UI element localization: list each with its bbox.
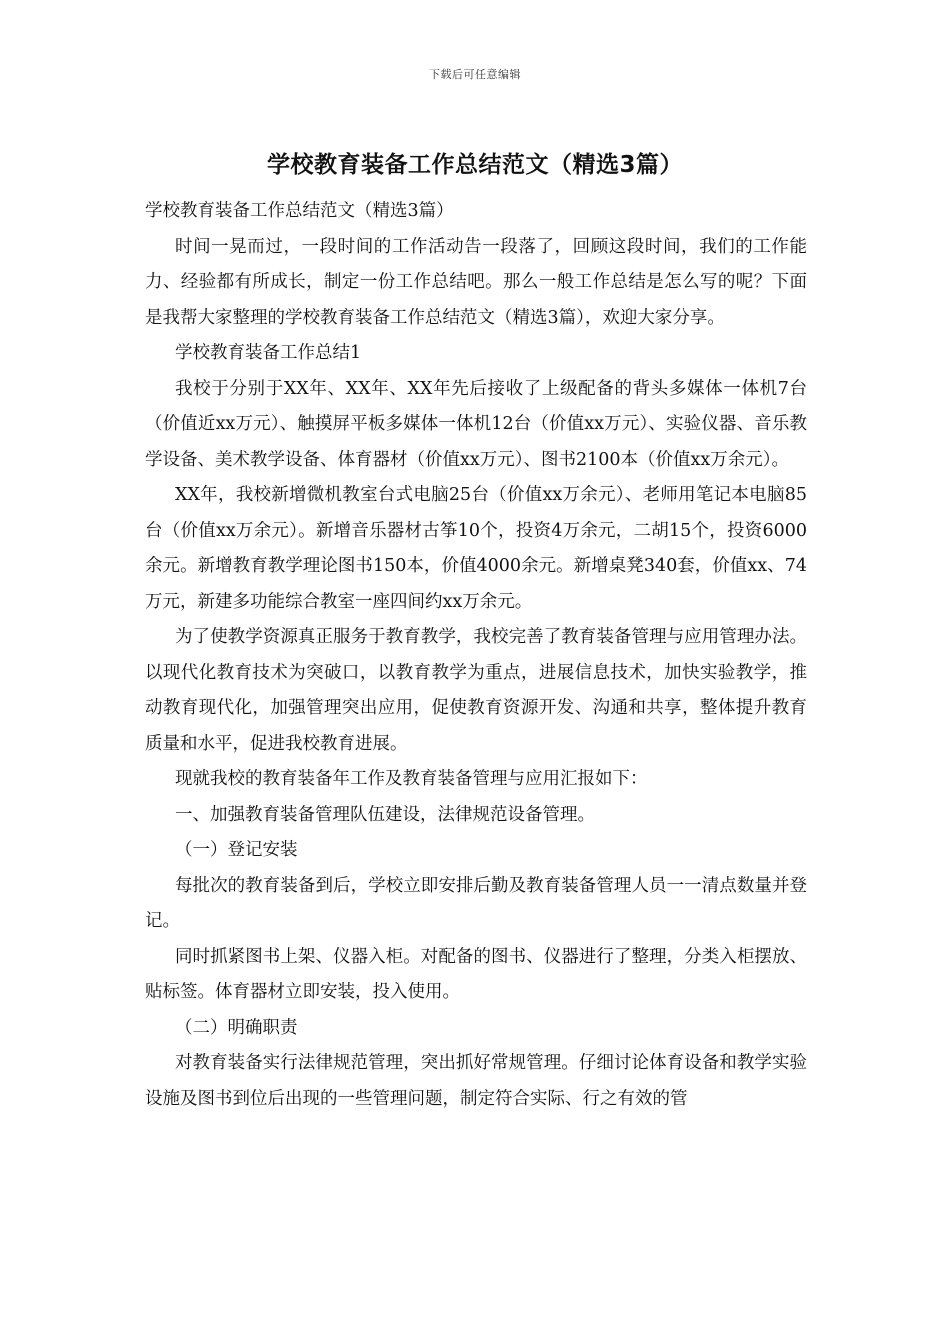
- document-body: [145, 194, 807, 1117]
- paragraph: XX年，我校新增微机教室台式电脑25台（价值xx万余元）、老师用笔记本电脑85台（价值xx万余元）。新增音乐器材古筝10个，投资4万余元，二胡15个，投资6000余元。新增教育教学理论图书150本，价值4000余元。新增桌凳340套，价值xx、74万元，新建多功能综合教室一座四间约xx万余元。: [145, 485, 807, 612]
- paragraph-intro: 时间一晃而过，一段时间的工作活动告一段落了，回顾这段时间，我们的工作能力、经验都有所成长，制定一份工作总结吧。那么一般工作总结是怎么写的呢？下面是我帮大家整理的学校教育装备工作总结范文（精选3篇），欢迎大家分享。: [145, 236, 807, 328]
- section-heading: 学校教育装备工作总结1: [175, 343, 362, 363]
- paragraph: 为了使教学资源真正服务于教育教学，我校完善了教育装备管理与应用管理办法。以现代化教育技术为突破口，以教育教学为重点，进展信息技术，加快实验教学，推动教育现代化，加强管理突出应用，促使教育资源开发、沟通和共享，整体提升教育质量和水平，促进我校教育进展。: [145, 627, 807, 754]
- document-subtitle: 学校教育装备工作总结范文（精选3篇）: [145, 201, 454, 221]
- paragraph: 同时抓紧图书上架、仪器入柜。对配备的图书、仪器进行了整理，分类入柜摆放、贴标签。体育器材立即安装，投入使用。: [145, 946, 807, 1002]
- document-title: 学校教育装备工作总结范文（精选3篇）: [266, 152, 683, 178]
- header-note: 下载后可任意编辑: [429, 68, 521, 81]
- subsection-heading: （二）明确职责: [175, 1017, 298, 1038]
- paragraph: 每批次的教育装备到后，学校立即安排后勤及教育装备管理人员一一清点数量并登记。: [145, 875, 807, 931]
- section-heading: 一、加强教育装备管理队伍建设，法律规范设备管理。: [175, 804, 595, 825]
- paragraph: 我校于分别于XX年、XX年、XX年先后接收了上级配备的背头多媒体一体机7台（价值近xx万元）、触摸屏平板多媒体一体机12台（价值xx万元）、实验仪器、音乐教学设备、美术教学设备、体育器材（价值xx万元）、图书2100本（价值xx万余元）。: [145, 378, 807, 470]
- paragraph: 对教育装备实行法律规范管理，突出抓好常规管理。仔细讨论体育设备和教学实验设施及图书到位后出现的一些管理问题，制定符合实际、行之有效的管: [145, 1053, 807, 1109]
- paragraph: 现就我校的教育装备年工作及教育装备管理与应用汇报如下：: [175, 769, 648, 789]
- subsection-heading: （一）登记安装: [175, 840, 298, 860]
